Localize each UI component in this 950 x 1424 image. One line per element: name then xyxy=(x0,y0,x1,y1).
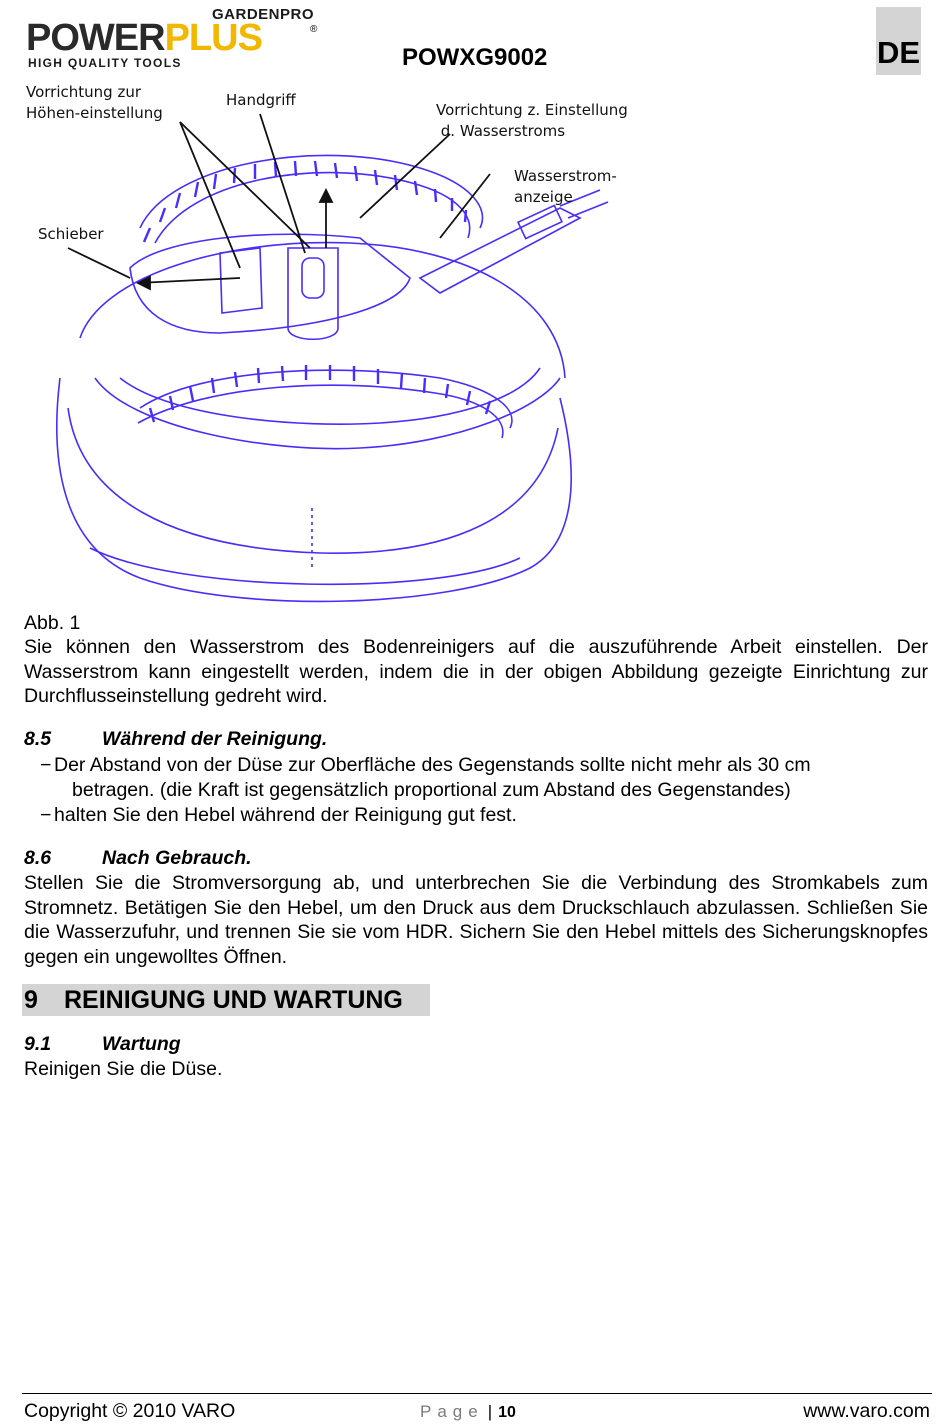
footer-copyright: Copyright © 2010 VARO xyxy=(24,1400,236,1422)
model-number: POWXG9002 xyxy=(402,44,548,71)
bullet-dash: − xyxy=(40,804,52,826)
surface-cleaner-figure xyxy=(20,78,640,608)
logo-tagline: HIGH QUALITY TOOLS xyxy=(28,56,182,70)
callout-slider: Schieber xyxy=(38,225,104,243)
page-number: 10 xyxy=(498,1404,516,1421)
surface-cleaner-drawing xyxy=(20,78,640,608)
bullet-distance-line2: betragen. (die Kraft ist gegensätzlich proportional zum Abstand des Gegenstandes) xyxy=(72,778,791,801)
section-8-6-paragraph: Stellen Sie die Stromversorgung ab, und unterbrechen Sie die Verbindung des Stromkabels zum Stromnetz. Betätigen Sie den Hebel, um den Druck aus dem Druckschlauch abzulassen. Schließen Sie die Wasserzufuhr, und trennen Sie sie vom HDR. Sichern Sie den Hebel mittels des Sicherungsknopfes gegen ein ungewolltes Öffnen. xyxy=(24,872,928,968)
section-8-5-heading xyxy=(24,728,327,751)
section-9-1-heading xyxy=(24,1033,181,1056)
section-8-6-number: 8.6 xyxy=(24,847,52,869)
section-9-number: 9 xyxy=(24,986,38,1014)
footer-page-indicator xyxy=(420,1402,516,1422)
logo-power-text: POWER xyxy=(26,17,165,59)
section-8-5-title: Während der Reinigung. xyxy=(102,728,328,750)
intro-paragraph: Sie können den Wasserstrom des Bodenreinigers auf die auszuführende Arbeit einstellen. Der Wasserstrom kann eingestellt werden, indem die in der obigen Abbildung gezeigte Einrichtung zur Durchflusseinstellung gedreht wird. xyxy=(24,636,928,707)
section-9-1-paragraph: Reinigen Sie die Düse. xyxy=(24,1058,223,1080)
section-8-5-number: 8.5 xyxy=(24,728,52,750)
callout-handle: Handgriff xyxy=(226,91,296,109)
language-code: DE xyxy=(876,35,921,70)
bullet-dash: − xyxy=(40,754,52,776)
bullet-hold-lever-text: halten Sie den Hebel während der Reinigung gut fest. xyxy=(54,804,517,826)
callout-height-adjustment: Vorrichtung zur Höhen-einstellung xyxy=(26,83,163,122)
bullet-distance xyxy=(40,753,920,802)
logo-plus-text: PLUS xyxy=(164,17,262,59)
callout-flow-adjustment: Vorrichtung z. Einstellung d. Wasserstroms xyxy=(436,101,628,140)
figure-caption: Abb. 1 xyxy=(24,612,81,634)
section-9-1-title: Wartung xyxy=(102,1033,181,1055)
logo-wordmark xyxy=(26,18,262,58)
callout-flow-indicator: Wasserstrom- anzeige xyxy=(514,167,617,206)
logo-registered-mark: ® xyxy=(310,24,318,35)
section-8-6-title: Nach Gebrauch. xyxy=(102,847,252,869)
brand-logo xyxy=(26,6,326,70)
section-9-1-number: 9.1 xyxy=(24,1033,52,1055)
section-8-6-heading xyxy=(24,847,252,870)
section-9-title: REINIGUNG UND WARTUNG xyxy=(64,986,403,1014)
page-label: Page xyxy=(420,1402,484,1421)
language-badge xyxy=(876,7,921,75)
section-9-heading xyxy=(22,984,430,1016)
footer-divider xyxy=(22,1393,932,1394)
footer-website: www.varo.com xyxy=(803,1400,930,1422)
bullet-hold-lever xyxy=(40,803,920,828)
bullet-distance-line1: Der Abstand von der Düse zur Oberfläche des Gegenstands sollte nicht mehr als 30 cm xyxy=(54,754,811,776)
logo-top-text: GARDENPRO xyxy=(212,6,315,23)
page-separator: | xyxy=(487,1402,493,1421)
